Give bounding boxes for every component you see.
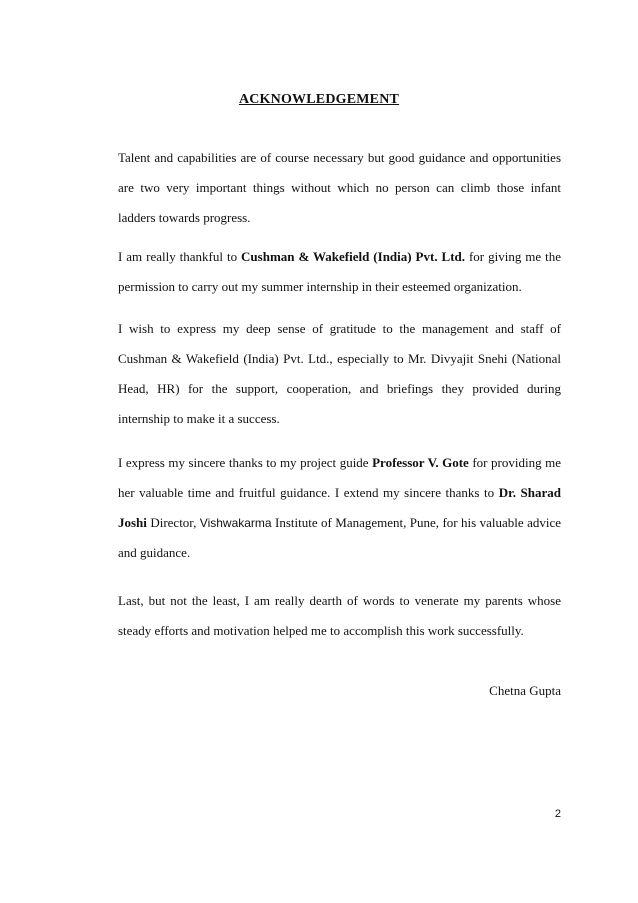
director-name: Dr. Sharad Joshi	[118, 485, 561, 530]
paragraph-text: for giving me the permission to carry out my summer internship in their esteemed organization.	[118, 249, 561, 294]
institute-word: Vishwakarma	[199, 516, 272, 530]
page-title: ACKNOWLEDGEMENT	[238, 92, 400, 107]
paragraph-parents: Last, but not the least, I am really dearth of words to venerate my parents whose steady efforts and motivation helped me to accomplish this work successfully.	[118, 593, 561, 638]
paragraph-text: Institute of Management, Pune, for his valuable advice and guidance.	[118, 515, 561, 560]
paragraph-text: for providing me her valuable time and fruitful guidance. I extend my sincere thanks to	[118, 455, 561, 500]
signature: Chetna Gupta	[489, 683, 561, 698]
paragraph-text: Director,	[146, 515, 200, 530]
paragraph-text: I am really thankful to	[118, 249, 242, 264]
paragraph-gratitude: I wish to express my deep sense of gratitude to the management and staff of Cushman & Wakefield (India) Pvt. Ltd., especially to Mr. Divyajit Snehi (National Head, HR) for the support, cooperation, and briefings they provided during internship to make it a success.	[118, 321, 561, 426]
company-name: Cushman & Wakefield (India) Pvt. Ltd.	[241, 249, 466, 264]
guide-name: Professor V. Gote	[372, 455, 469, 470]
page-number: 2	[554, 808, 561, 820]
paragraph-intro: Talent and capabilities are of course necessary but good guidance and opportunities are two very important things without which no person can climb those infant ladders towards progress.	[118, 150, 561, 225]
paragraph-text: I express my sincere thanks to my project guide	[118, 455, 373, 470]
paragraph-guide-thanks	[118, 448, 561, 568]
paragraph-company-thanks	[118, 242, 561, 302]
